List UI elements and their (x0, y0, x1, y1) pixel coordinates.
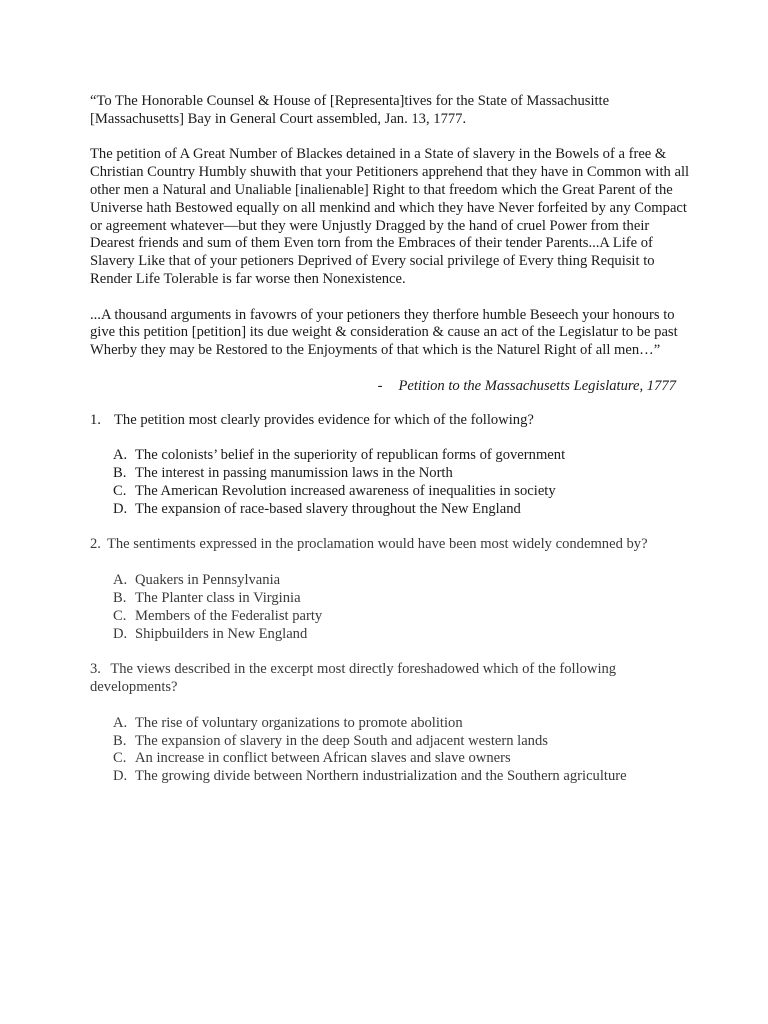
petition-paragraph-2: ...A thousand arguments in favowrs of your petioners they therfore humble Beseech your honours to give this petition [petition] its due weight & consideration & cause an act of the Legislatur to be past Wherby they may be Restored to the Enjoyments of that which is the Naturel Right of all men…” (90, 306, 678, 359)
option-text: The growing divide between Northern industrialization and the Southern agriculture (135, 768, 627, 785)
question-1-number: 1. (90, 411, 101, 428)
option-text: The expansion of slavery in the deep South and adjacent western lands (135, 732, 548, 749)
question-2-text: The sentiments expressed in the proclamation would have been most widely condemned by? (106, 536, 648, 553)
option-letter: B. (113, 465, 127, 482)
question-3-option-c (113, 750, 690, 768)
question-3-option-a (113, 715, 690, 733)
option-text: Shipbuilders in New England (135, 625, 308, 642)
question-1-option-c (113, 483, 690, 501)
question-2-options (90, 572, 690, 643)
source-attribution (90, 378, 690, 396)
option-text: The interest in passing manumission laws in the North (135, 465, 453, 482)
option-letter: A. (113, 572, 128, 589)
option-letter: D. (113, 500, 128, 517)
question-2-option-c (113, 608, 690, 626)
option-letter: C. (113, 750, 127, 767)
question-3-options (90, 715, 690, 786)
option-text: The American Revolution increased awareness of inequalities in society (135, 482, 556, 499)
question-2-option-b (113, 590, 690, 608)
option-letter: A. (113, 447, 128, 464)
option-text: An increase in conflict between African slaves and slave owners (135, 750, 511, 767)
option-text: The rise of voluntary organizations to promote abolition (135, 714, 463, 731)
document-page (90, 93, 690, 804)
question-2-option-d (113, 626, 690, 644)
question-1-option-d (113, 501, 690, 519)
question-1 (90, 412, 690, 430)
question-3-number: 3. (90, 661, 101, 678)
question-3 (90, 661, 690, 697)
petition-heading: “To The Honorable Counsel & House of [Representa]tives for the State of Massachusitte [Massachusetts] Bay in General Court assembled, Jan. 13, 1777. (90, 93, 610, 127)
attribution-dash: - (377, 377, 383, 394)
question-3-option-d (113, 768, 690, 786)
option-letter: C. (113, 482, 127, 499)
question-3-option-b (113, 733, 690, 751)
question-1-option-a (113, 447, 690, 465)
option-text: Quakers in Pennsylvania (135, 572, 281, 589)
question-1-option-b (113, 465, 690, 483)
option-letter: D. (113, 768, 128, 785)
question-2 (90, 536, 690, 554)
question-1-text: The petition most clearly provides evidence for which of the following? (114, 411, 534, 428)
option-text: The colonists’ belief in the superiority of republican forms of government (135, 447, 566, 464)
question-3-text: The views described in the excerpt most directly foreshadowed which of the following developments? (90, 661, 617, 695)
option-letter: C. (113, 607, 127, 624)
question-1-options (90, 447, 690, 518)
option-letter: B. (113, 732, 127, 749)
option-letter: B. (113, 589, 127, 606)
option-text: The expansion of race-based slavery throughout the New England (135, 500, 521, 517)
option-text: Members of the Federalist party (135, 607, 323, 624)
attribution-title: Petition to the Massachusetts Legislature, 1777 (398, 377, 676, 394)
question-2-number: 2. (90, 536, 101, 553)
option-text: The Planter class in Virginia (135, 589, 301, 606)
option-letter: D. (113, 625, 128, 642)
option-letter: A. (113, 714, 128, 731)
petition-paragraph-1: The petition of A Great Number of Blackes detained in a State of slavery in the Bowels of a free & Christian Country Humbly shuwith that your Petitioners apprehend that they have in Common with all other men a Natural and Unaliable [inalienable] Right to that freedom which the Great Parent of the Universe hath Bestowed equally on all menkind and which they have Never forfeited by any Compact or agreement whatever—but they were Unjustly Dragged by the hand of cruel Power from their Dearest friends and sum of them Even torn from the Embraces of their tender Parents...A Life of Slavery Like that of your petioners Deprived of Every social privilege of Every thing Requisit to Render Life Tolerable is far worse then Nonexistence. (90, 146, 690, 287)
question-2-option-a (113, 572, 690, 590)
